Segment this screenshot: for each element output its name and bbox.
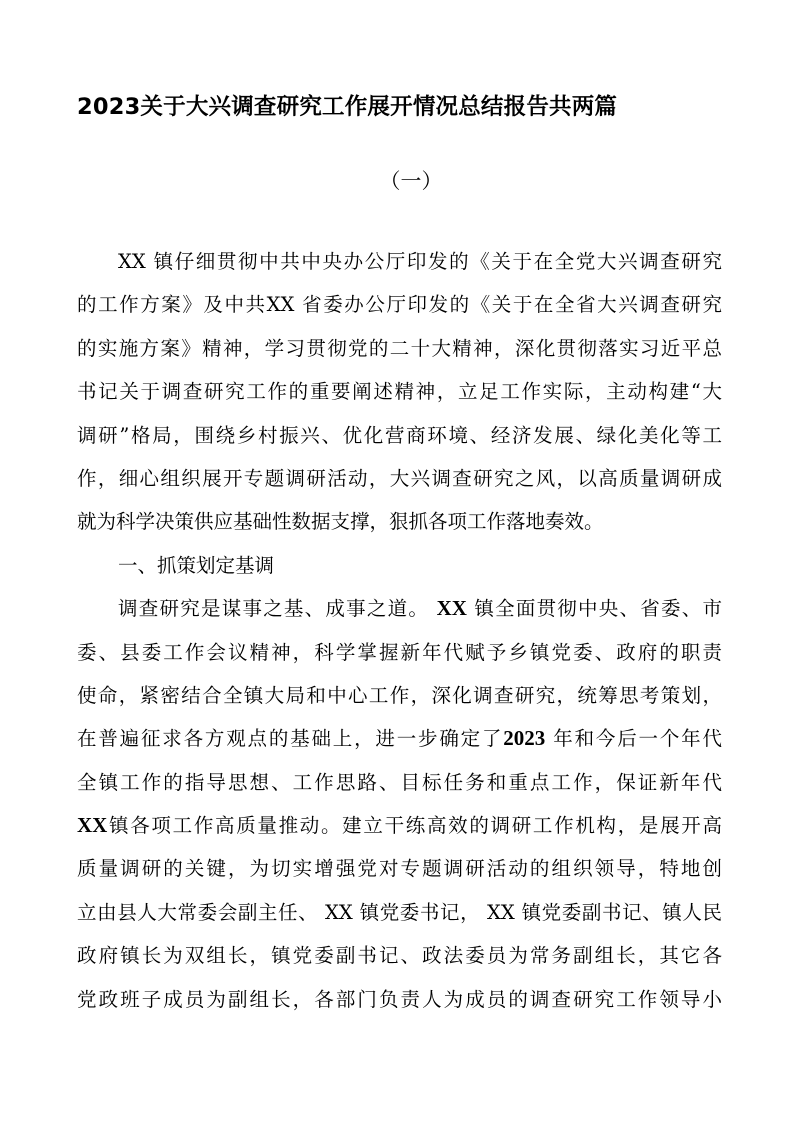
paragraph-line: 调研”格局，围绕乡村振兴、优化营商环境、经济发展、绿化美化等工 xyxy=(77,423,722,447)
paragraph-line: XX 镇仔细贯彻中共中央办公厅印发的《关于在全党大兴调查研究 xyxy=(118,250,722,273)
paragraph-line xyxy=(77,717,722,760)
paragraph-line: 全镇工作的指导思想、工作思路、目标任务和重点工作，保证新年代 xyxy=(77,770,722,794)
bold-text: 2023 xyxy=(503,726,546,751)
paragraph-line xyxy=(77,587,722,630)
text: 在普遍征求各方观点的基础上，进一步确定了 xyxy=(77,727,504,751)
section-heading: 一、抓策划定基调 xyxy=(118,553,275,577)
bold-text: XX xyxy=(77,813,108,838)
document-title: 2023关于大兴调查研究工作展开情况总结报告共两篇 xyxy=(77,94,618,120)
paragraph-line: 的工作方案》及中共XX 省委办公厅印发的《关于在全省大兴调查研究 xyxy=(77,293,722,317)
paragraph-line: 作，细心组织展开专题调研活动，大兴调查研究之风，以高质量调研成 xyxy=(77,466,722,490)
paragraph-line: 质量调研的关键，为切实增强党对专题调研活动的组织领导，特地创 xyxy=(77,857,722,881)
section-number: （一） xyxy=(379,169,443,193)
document-body xyxy=(77,240,722,1021)
text: 调查研究是谋事之基、成事之道。 xyxy=(118,597,437,621)
paragraph-line: 党政班子成员为副组长，各部门负责人为成员的调查研究工作领导小 xyxy=(77,987,722,1011)
text: 镇各项工作高质量推动。建立干练高效的调研工作机构，是展开高 xyxy=(107,814,722,838)
paragraph-line: 政府镇长为双组长，镇党委副书记、政法委员为常务副组长，其它各 xyxy=(77,944,722,968)
paragraph-line: 书记关于调查研究工作的重要阐述精神，立足工作实际，主动构建“大 xyxy=(77,380,722,404)
text: 年和今后一个年代 xyxy=(545,727,722,751)
bold-text: XX xyxy=(436,596,467,621)
paragraph-line: 立由县人大常委会副主任、 XX 镇党委书记， XX 镇党委副书记、镇人民 xyxy=(77,900,722,924)
paragraph-line: 委、县委工作会议精神，科学掌握新年代赋予乡镇党委、政府的职责 xyxy=(77,640,722,664)
text: 镇全面贯彻中央、省委、市 xyxy=(466,597,722,621)
paragraph-line: 的实施方案》精神，学习贯彻党的二十大精神，深化贯彻落实习近平总 xyxy=(77,336,722,360)
paragraph-line: 就为科学决策供应基础性数据支撑，狠抓各项工作落地奏效。 xyxy=(77,510,604,534)
paragraph-line xyxy=(77,804,722,847)
paragraph-line: 使命，紧密结合全镇大局和中心工作，深化调查研究，统筹思考策划， xyxy=(77,683,722,707)
